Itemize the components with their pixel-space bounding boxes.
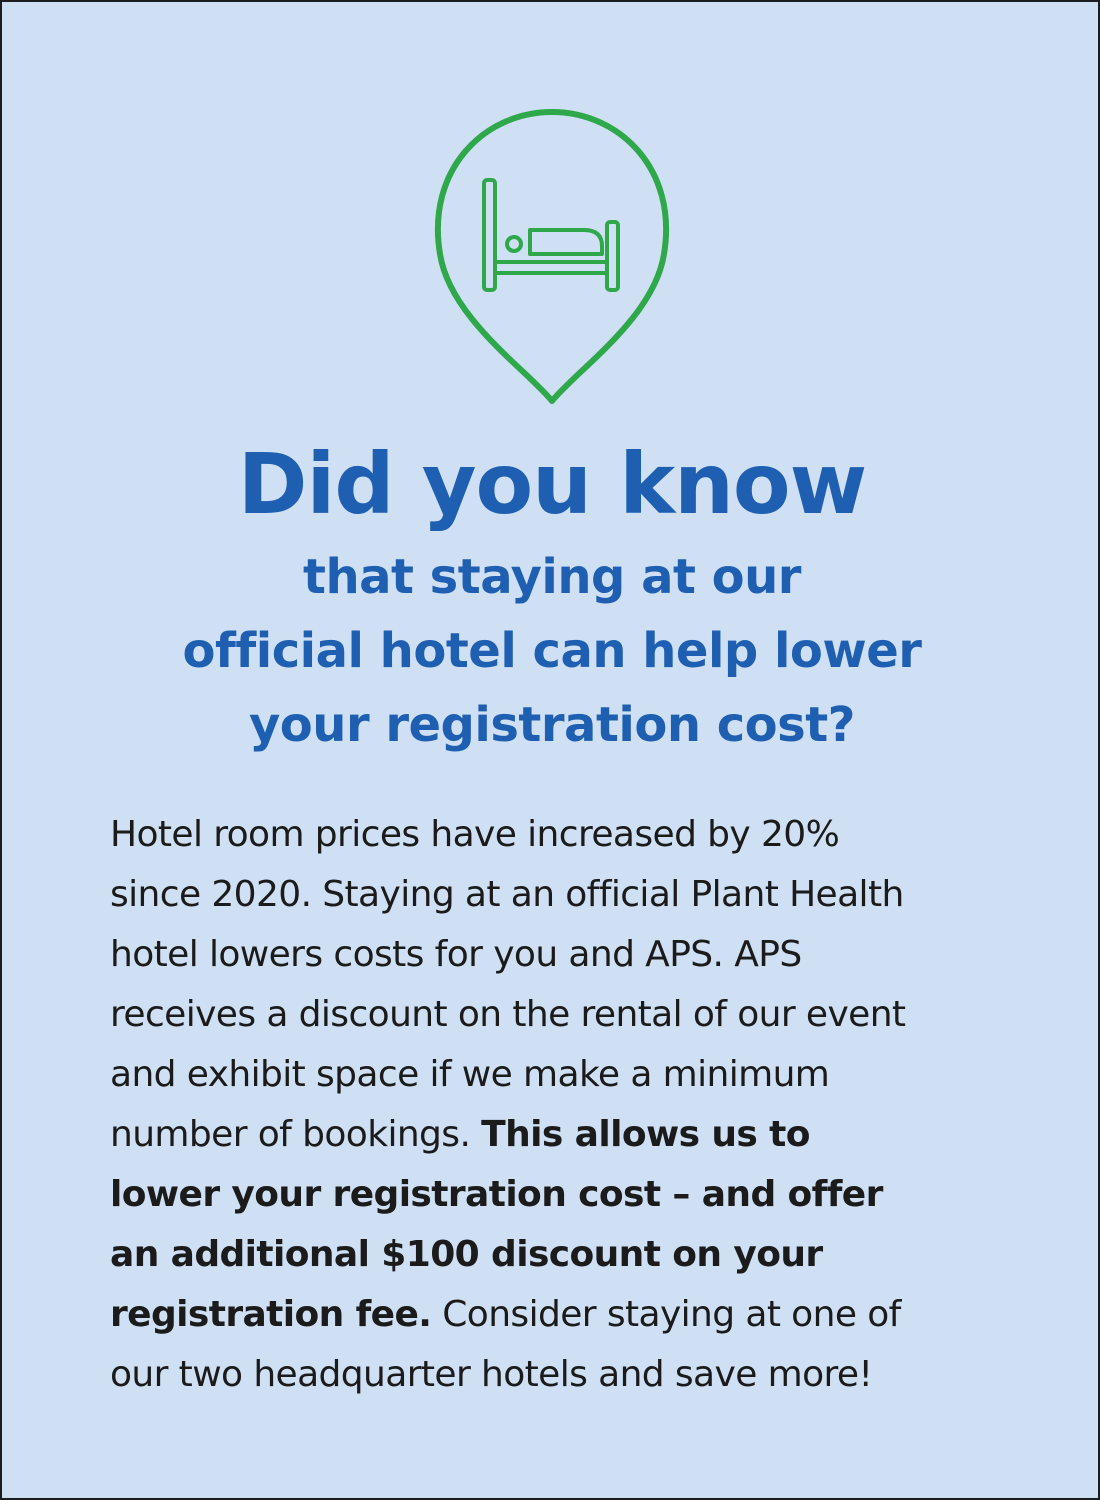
subheadline-line-2: official hotel can help lower [182, 623, 922, 679]
body-line-4: receives a discount on the rental of our event [110, 994, 906, 1035]
subheadline-line-3: your registration cost? [249, 697, 855, 753]
body-line-9-regular: Consider staying at one of [431, 1294, 901, 1335]
body-line-2: since 2020. Staying at an official Plant Health [110, 874, 904, 915]
body-line-6 [110, 1105, 1010, 1165]
body-paragraph [110, 805, 1010, 1405]
body-line-6-bold: This allows us to [481, 1114, 810, 1155]
headline: Did you know [237, 435, 867, 533]
body-line-8: an additional $100 discount on your [110, 1234, 823, 1275]
subheadline-line-1: that staying at our [303, 549, 801, 605]
body-line-9 [110, 1285, 1010, 1345]
hotel-bed-map-pin-icon [432, 108, 672, 408]
body-line-5: and exhibit space if we make a minimum [110, 1054, 830, 1095]
body-line-10: our two headquarter hotels and save more! [110, 1354, 873, 1395]
body-line-6-regular: number of bookings. [110, 1114, 482, 1155]
subheadline [2, 540, 1100, 762]
body-line-1: Hotel room prices have increased by 20% [110, 814, 840, 855]
body-line-3: hotel lowers costs for you and APS. APS [110, 934, 802, 975]
body-line-7: lower your registration cost – and offer [110, 1174, 883, 1215]
body-line-9-bold: registration fee. [110, 1294, 432, 1335]
